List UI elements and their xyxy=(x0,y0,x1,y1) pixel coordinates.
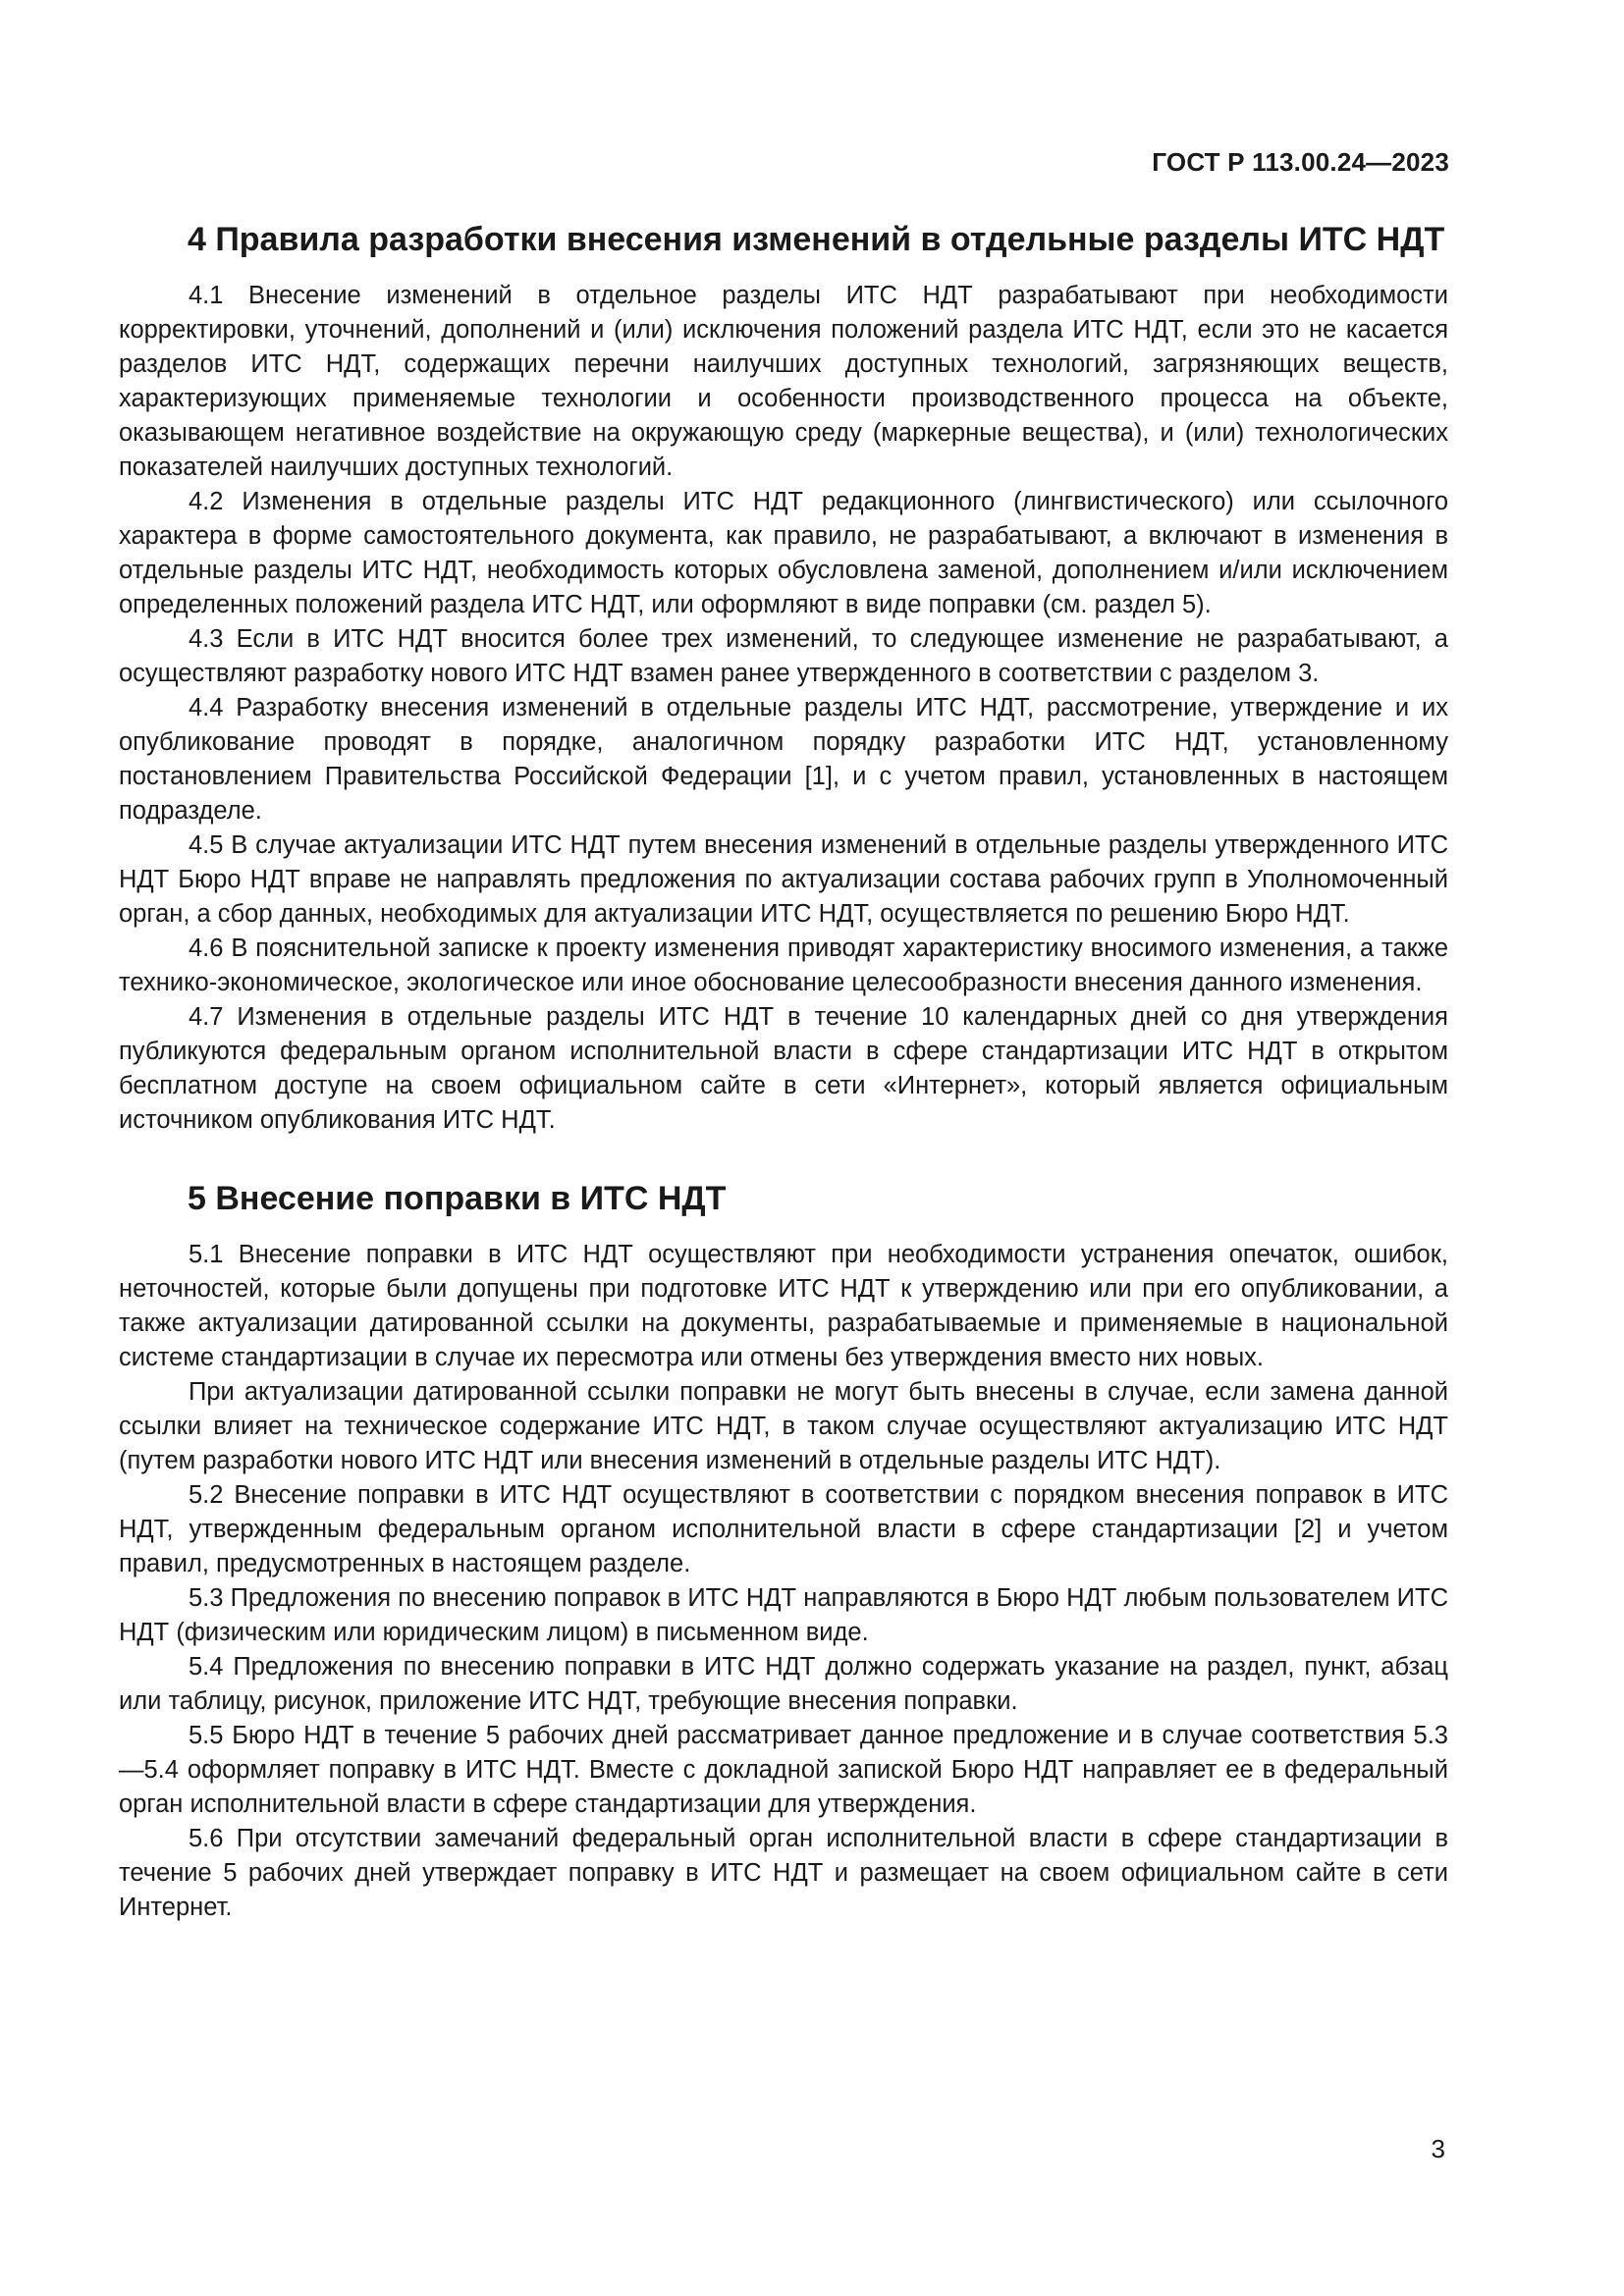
paragraph-4-1: 4.1 Внесение изменений в отдельное разделы ИТС НДТ разрабатывают при необходимости корректировки, уточнений, дополнений и (или) исключения положений раздела ИТС НДТ, если это не касается разделов ИТС НДТ, содержащих перечни наилучших доступных технологий, загрязняющих веществ, характеризующих применяемые технологии и особенности производственного процесса на объекте, оказывающем негативное воздействие на окружающую среду (маркерные вещества), и (или) технологических показателей наилучших доступных технологий. xyxy=(119,282,1448,481)
paragraph-5-1: 5.1 Внесение поправки в ИТС НДТ осуществляют при необходимости устранения опечаток, ошибок, неточностей, которые были допущены при подготовке ИТС НДТ к утверждению или при его опубликовании, а также актуализации датированной ссылки на документы, разрабатываемые и применяемые в национальной системе стандартизации в случае их пересмотра или отмены без утверждения вместо них новых. xyxy=(119,1241,1448,1371)
paragraph-4-6: 4.6 В пояснительной записке к проекту изменения приводят характеристику вносимого изменения, а также технико-экономическое, экологическое или иное обоснование целесообразности внесения данного изменения. xyxy=(119,934,1448,996)
paragraph-5-4: 5.4 Предложения по внесению поправки в ИТС НДТ должно содержать указание на раздел, пункт, абзац или таблицу, рисунок, приложение ИТС НДТ, требующие внесения поправки. xyxy=(119,1653,1448,1715)
paragraph-4-3: 4.3 Если в ИТС НДТ вносится более трех изменений, то следующее изменение не разрабатывают, а осуществляют разработку нового ИТС НДТ взамен ранее утвержденного в соответствии с разделом 3. xyxy=(119,625,1448,687)
standard-designation: ГОСТ Р 113.00.24—2023 xyxy=(1152,147,1449,177)
paragraph-4-5: 4.5 В случае актуализации ИТС НДТ путем внесения изменений в отдельные разделы утвержденного ИТС НДТ Бюро НДТ вправе не направлять предложения по актуализации состава рабочих групп в Уполномоченный орган, а сбор данных, необходимых для актуализации ИТС НДТ, осуществляется по решению Бюро НДТ. xyxy=(119,831,1448,928)
page-number: 3 xyxy=(1431,2134,1445,2163)
paragraph-4-2: 4.2 Изменения в отдельные разделы ИТС НДТ редакционного (лингвистического) или ссылочного характера в форме самостоятельного документа, как правило, не разрабатывают, а включают в изменения в отдельные разделы ИТС НДТ, необходимость которых обусловлена заменой, дополнением и/или исключением определенных положений раздела ИТС НДТ, или оформляют в виде поправки (см. раздел 5). xyxy=(119,488,1448,618)
paragraph-4-7: 4.7 Изменения в отдельные разделы ИТС НДТ в течение 10 календарных дней со дня утверждения публикуются федеральным органом исполнительной власти в сфере стандартизации ИТС НДТ в открытом бесплатном доступе на своем официальном сайте в сети «Интернет», который является официальным источником опубликования ИТС НДТ. xyxy=(119,1003,1448,1134)
paragraph-5-5: 5.5 Бюро НДТ в течение 5 рабочих дней рассматривает данное предложение и в случае соответствия 5.3—5.4 оформляет поправку в ИТС НДТ. Вместе с докладной запиской Бюро НДТ направляет ее в федеральный орган исполнительной власти в сфере стандартизации для утверждения. xyxy=(119,1722,1448,1818)
paragraph-5-1-continued: При актуализации датированной ссылки поправки не могут быть внесены в случае, если замена данной ссылки влияет на техническое содержание ИТС НДТ, в таком случае осуществляют актуализацию ИТС НДТ (путем разработки нового ИТС НДТ или внесения изменений в отдельные разделы ИТС НДТ). xyxy=(119,1378,1448,1474)
paragraph-5-6: 5.6 При отсутствии замечаний федеральный орган исполнительной власти в сфере стандартизации в течение 5 рабочих дней утверждает поправку в ИТС НДТ и размещает на своем официальном сайте в сети Интернет. xyxy=(119,1825,1448,1921)
section-4-title: 4 Правила разработки внесения изменений в отдельные разделы ИТС НДТ xyxy=(188,221,1445,258)
paragraph-5-2: 5.2 Внесение поправки в ИТС НДТ осуществляют в соответствии с порядком внесения поправок в ИТС НДТ, утвержденным федеральным органом исполнительной власти в сфере стандартизации [2] и учетом правил, предусмотренных в настоящем разделе. xyxy=(119,1481,1448,1577)
paragraph-4-4: 4.4 Разработку внесения изменений в отдельные разделы ИТС НДТ, рассмотрение, утверждение и их опубликование проводят в порядке, аналогичном порядку разработки ИТС НДТ, установленному постановлением Правительства Российской Федерации [1], и с учетом правил, установленных в настоящем подразделе. xyxy=(119,694,1448,825)
paragraph-5-3: 5.3 Предложения по внесению поправок в ИТС НДТ направляются в Бюро НДТ любым пользователем ИТС НДТ (физическим или юридическим лицом) в письменном виде. xyxy=(119,1584,1448,1646)
page-content xyxy=(119,218,1448,1925)
section-5-title: 5 Внесение поправки в ИТС НДТ xyxy=(188,1180,727,1217)
